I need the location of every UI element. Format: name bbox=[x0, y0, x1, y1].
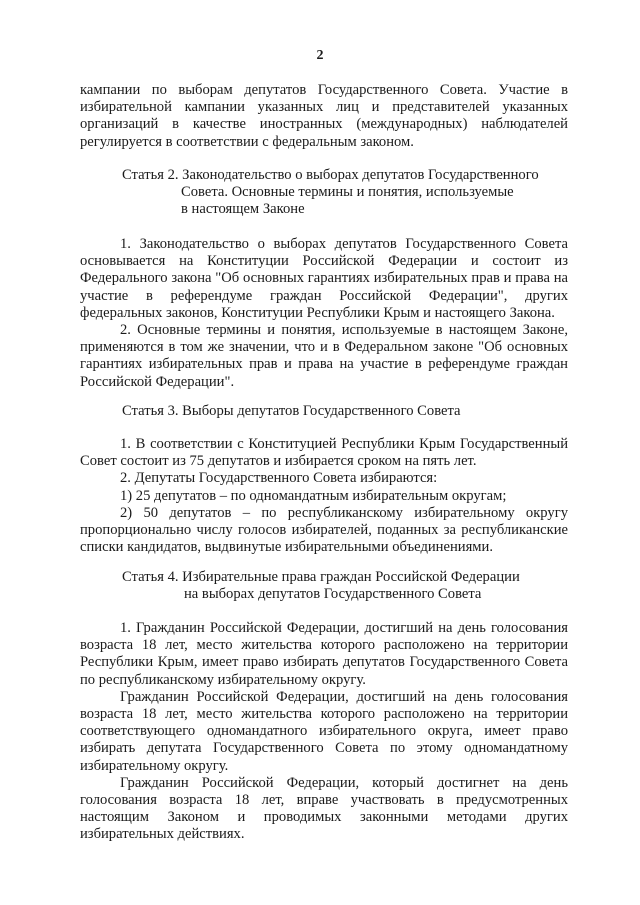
article-2-body bbox=[80, 236, 568, 391]
article-2-heading-line-2: Совета. Основные термины и понятия, используемые bbox=[181, 184, 514, 201]
article-4-heading-line-2: на выборах депутатов Государственного Совета bbox=[184, 586, 482, 603]
article-2-paragraph-2: 2. Основные термины и понятия, используемые в настоящем Законе, применяются в том же значении, что и в Федеральном законе "Об основных гарантиях избирательных прав и права на участие в референдуме граждан Российской Федерации". bbox=[80, 322, 568, 390]
article-3-paragraph-2: 2. Депутаты Государственного Совета избираются: bbox=[120, 470, 438, 487]
article-4-paragraph-3: Гражданин Российской Федерации, который достигнет на день голосования возраста 18 лет, вправе участвовать в предусмотренных настоящим Законом и проводимых законными методами других избирательных действиях. bbox=[80, 774, 568, 843]
article-3-heading-line-1: Статья 3. Выборы депутатов Государственного Совета bbox=[122, 403, 461, 419]
article-2-heading bbox=[122, 167, 562, 219]
article-3-paragraph-3: 1) 25 депутатов – по одномандатным избирательным округам; bbox=[120, 487, 507, 504]
article-4-paragraph-1: 1. Гражданин Российской Федерации, достигший на день голосования возраста 18 лет, место жительства которого расположено на территории Республики Крым, имеет право избирать депутатов Государственного Совета по республиканскому избирательному округу. bbox=[80, 620, 568, 688]
intro-text: кампании по выборам депутатов Государственного Совета. Участие в избирательной кампании указанных лиц и представителей указанных организаций в качестве иностранных (международных) наблюдателей регулируется в соответствии с федеральным законом. bbox=[80, 82, 568, 150]
article-3-body bbox=[80, 436, 568, 556]
article-4-body bbox=[80, 620, 568, 844]
article-2-heading-line-3: в настоящем Законе bbox=[181, 201, 305, 218]
article-2-heading-line-1: Статья 2. Законодательство о выборах депутатов Государственного bbox=[122, 167, 539, 183]
page-number: 2 bbox=[316, 48, 324, 63]
article-4-heading bbox=[122, 569, 562, 603]
article-4-paragraph-2: Гражданин Российской Федерации, достигший на день голосования возраста 18 лет, место жительства которого расположено на территории соответствующего одномандатного избирательного округа, имеет право избирать депутата Государственного Совета по этому одномандатному избирательному округу. bbox=[80, 688, 568, 774]
article-3-heading bbox=[122, 403, 562, 420]
article-2-paragraph-1: 1. Законодательство о выборах депутатов Государственного Совета основывается на Конституции Российской Федерации и состоит из Федерального закона "Об основных гарантиях избирательных прав и права на участие в референдуме граждан Российской Федерации", других федеральных законов, Конституции Республики Крым и настоящего Закона. bbox=[80, 236, 568, 321]
article-3-paragraph-4: 2) 50 депутатов – по республиканскому избирательному округу пропорционально числу голосов избирателей, поданных за республиканские списки кандидатов, выдвинутые избирательными объединениями. bbox=[80, 504, 568, 556]
intro-paragraph bbox=[80, 82, 568, 151]
article-4-heading-line-1: Статья 4. Избирательные права граждан Российской Федерации bbox=[122, 569, 520, 585]
article-3-paragraph-1: 1. В соответствии с Конституцией Республики Крым Государственный Совет состоит из 75 депутатов и избирается сроком на пять лет. bbox=[80, 436, 568, 470]
